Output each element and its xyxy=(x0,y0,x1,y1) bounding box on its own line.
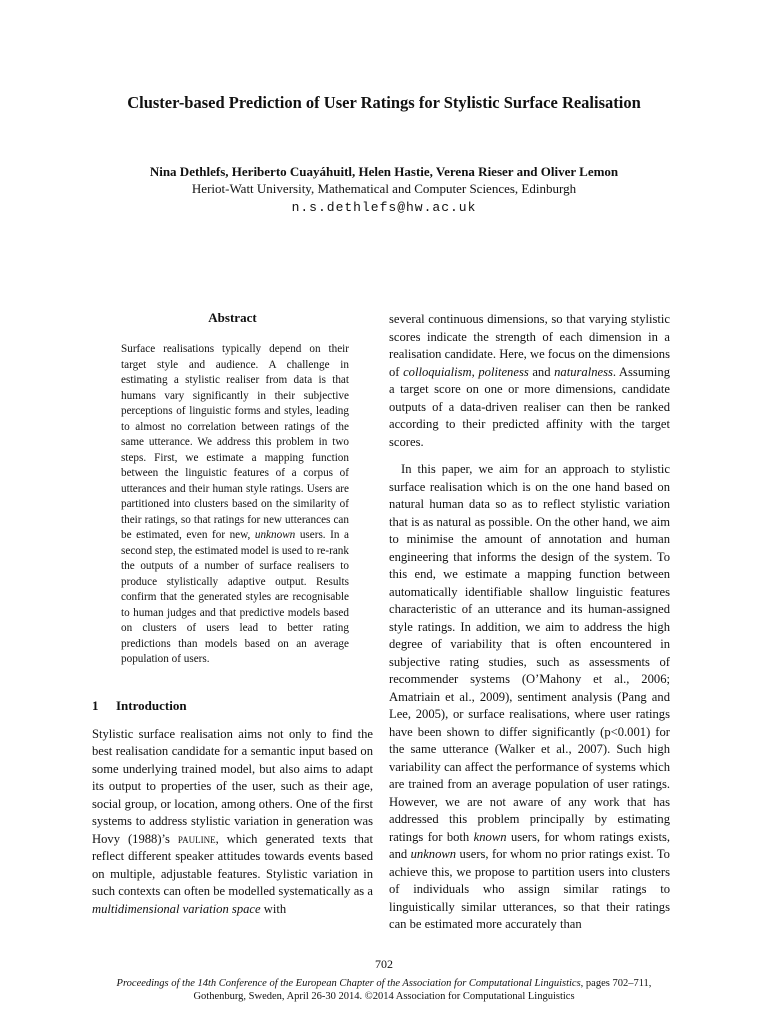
body-italic-term: colloquialism, politeness xyxy=(403,364,529,379)
abstract-text xyxy=(121,342,349,668)
body-text-part: and xyxy=(528,364,555,379)
section-title: Introduction xyxy=(116,697,187,713)
body-text-part: . Assuming a target score on one or more dimensions, candidate outputs of a data-driven realiser can then be ranked according to their predicted affinity with the target scores. xyxy=(389,364,671,449)
intro-text-part: , which generated texts that reflect different speaker attitudes towards events based on multiple, adjustable features. Stylistic variation in such contexts can often be modelled systematically as a xyxy=(92,831,373,898)
body-text-part: users, for whom no prior ratings exist. To achieve this, we propose to partition users into clusters of individuals who assign similar ratings to linguistically similar utterances, so that their ratings can be estimated more accurately than xyxy=(389,847,670,931)
footer-venue: Proceedings of the 14th Conference of the European Chapter of the Association for Computational Linguistics xyxy=(116,978,581,989)
paper-title: Cluster-based Prediction of User Ratings for Stylistic Surface Realisation xyxy=(127,93,641,112)
abstract-italic-term: unknown xyxy=(254,529,296,541)
intro-text-part: Stylistic surface realisation aims not only to find the best realisation candidate for a semantic input based on some underlying trained model, but also aims to adapt its output to properties of the user, such as their age, social group, or location, among others. One of the first systems to address stylistic variation in generation was Hovy (1988)’s xyxy=(92,726,373,846)
system-name-pauline: pauline xyxy=(177,831,216,846)
body-italic-term: known xyxy=(473,829,507,844)
footer-pages: , pages 702–711, xyxy=(580,978,652,989)
page-number: 702 xyxy=(375,957,393,971)
body-text-part: users, for whom ratings exists, and xyxy=(389,829,670,861)
contact-email[interactable]: n.s.dethlefs@hw.ac.uk xyxy=(291,200,477,215)
author-list: Nina Dethlefs, Heriberto Cuayáhuitl, Helen Hastie, Verena Rieser and Oliver Lemon xyxy=(149,164,619,179)
body-text-part: In this paper, we aim for an approach to stylistic surface realisation which is on the one hand based on natural human data so as to reflect stylistic variation that is as natural as possible. On the other hand, we aim to minimise the amount of annotation and human engineering that informs the design of the system. To this end, we estimate a mapping function between automatically identifiable shallow linguistic features characteristic of an utterance and its human-assigned style ratings. In addition, we aim to address the high degree of variability that is often encountered in subjective rating studies, such as assessments of recommender systems (O’Mahony et al., 2006; Amatriain et al., 2009), sentiment analysis (Pang and Lee, 2005), or surface realisations, where user ratings have been shown to differ significantly (p<0.001) for the same utterance (Walker et al., 2007). Such high variability can affect the performance of systems which are trained from an average population of user ratings. However, we are not aware of any work that has addressed this problem principally by estimating ratings for both xyxy=(389,462,670,844)
abstract-text-part: Surface realisations typically depend on their target style and audience. A challenge in estimating a stylistic realiser from data is that humans vary significantly in their subjective perceptions of linguistic forms and styles, leading to almost no correlation between ratings of the same utterance. We address this problem in two steps. First, we estimate a mapping function between the linguistic features of a corpus of utterances and their human style ratings. Users are partitioned into clusters based on the similarity of their ratings, so that ratings for new utterances can be estimated, even for new, xyxy=(121,343,349,541)
body-italic-term: naturalness xyxy=(554,364,613,379)
footer-line-2: Gothenburg, Sweden, April 26-30 2014. ©2014 Association for Computational Linguistics xyxy=(193,991,575,1002)
abstract-heading: Abstract xyxy=(208,310,257,325)
body-italic-term: unknown xyxy=(410,847,457,861)
affiliation: Heriot-Watt University, Mathematical and Computer Sciences, Edinburgh xyxy=(191,181,577,196)
right-column xyxy=(389,311,670,934)
body-text-part: several continuous dimensions, so that varying stylistic scores indicate the strength of each dimension in a realisation candidate. Here, we focus on the dimensions of xyxy=(389,312,670,379)
intro-italic-term: multidimensional variation space xyxy=(92,901,261,916)
page-footer xyxy=(40,977,728,1003)
abstract-text-part: users. In a second step, the estimated model is used to re-rank the outputs of a number of surface realisers to produce stylistically adaptive output. Results confirm that the generated styles are recognisable to human judges and that predictive models based on clusters of users lead to better rating predictions than models based on an average population of users. xyxy=(121,529,349,665)
footer-line-1 xyxy=(40,977,728,990)
intro-text-part: with xyxy=(260,901,287,916)
section-number: 1 xyxy=(92,697,99,713)
body-paragraph xyxy=(389,461,670,934)
section-heading-introduction xyxy=(92,698,373,714)
left-column xyxy=(92,310,373,918)
body-paragraph xyxy=(389,311,670,451)
intro-paragraph xyxy=(92,726,373,919)
